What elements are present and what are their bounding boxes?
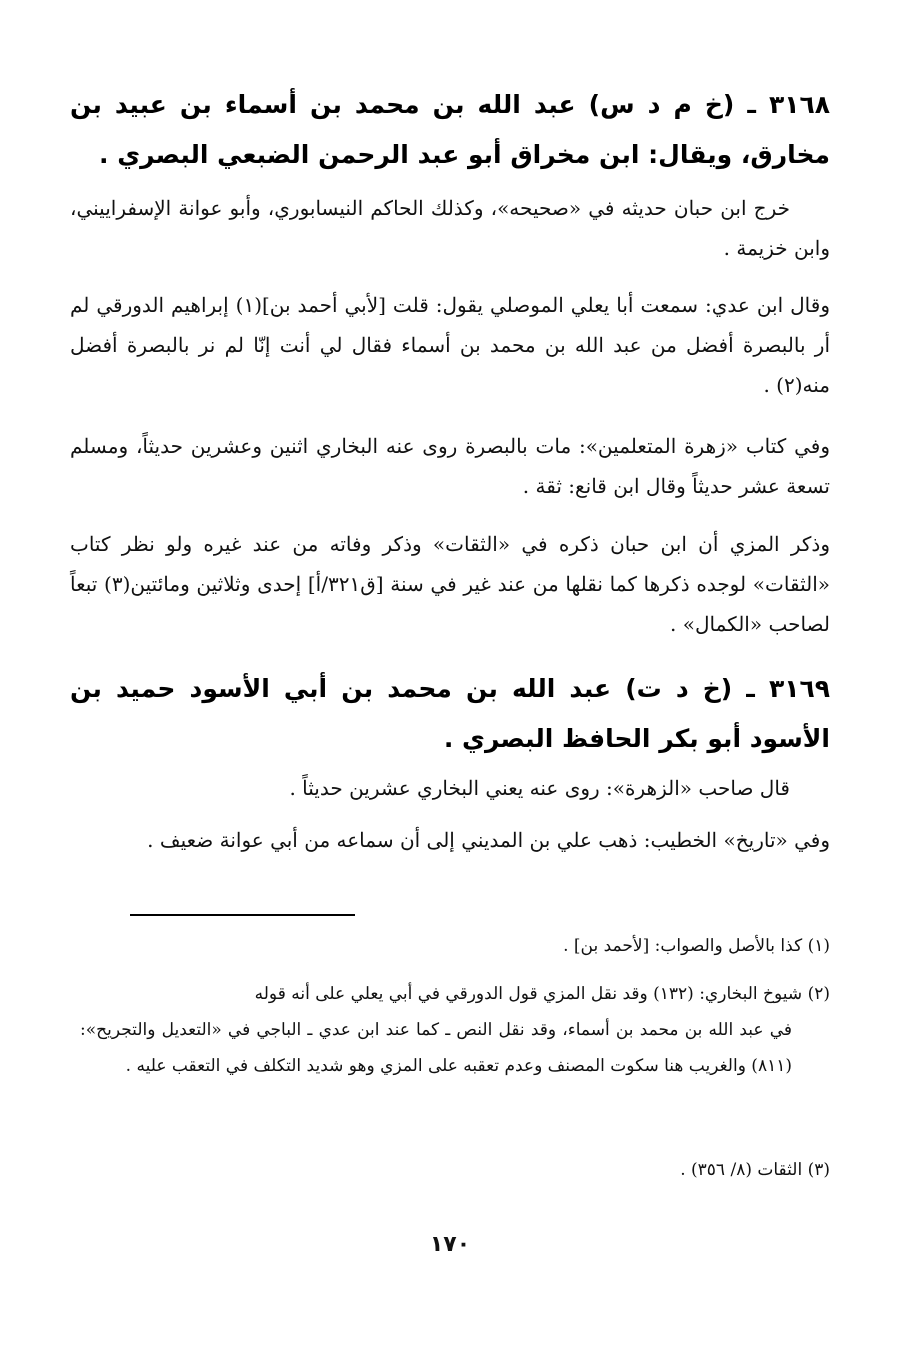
footnote-2-first-line: (٢) شيوخ البخاري: (١٣٢) وقد نقل المزي قول الدورقي في أبي يعلي على أنه قوله bbox=[254, 984, 830, 1004]
footnote-3: (٣) الثقات (٨/ ٣٥٦) . bbox=[680, 1160, 830, 1180]
footnote-1: (١) كذا بالأصل والصواب: [لأحمد بن] . bbox=[563, 936, 830, 956]
paragraph-3168-4: وذكر المزي أن ابن حبان ذكره في «الثقات» وذكر وفاته من عند غيره ولو نظر كتاب «الثقات» لوجده ذكرها كما نقلها من عند غير في سنة [ق٣٢١/أ] إحدى وثلاثين ومائتين(٣) تبعاً لصاحب «الكمال» . bbox=[70, 532, 830, 636]
footnote-2 bbox=[80, 976, 830, 1084]
paragraph-3168-3: وفي كتاب «زهرة المتعلمين»: مات بالبصرة روى عنه البخاري اثنين وعشرين حديثاً، ومسلم تسعة عشر حديثاً وقال ابن قانع: ثقة . bbox=[70, 434, 830, 498]
paragraph-3168-2: وقال ابن عدي: سمعت أبا يعلي الموصلي يقول: قلت [لأبي أحمد بن](١) إبراهيم الدورقي لم أر بالبصرة أفضل من عبد الله بن محمد بن أسماء فقال لي أنت إنّا لم نر بالبصرة أفضل منه(٢) . bbox=[70, 293, 830, 397]
paragraph-3168-1: خرج ابن حبان حديثه في «صحيحه»، وكذلك الحاكم النيسابوري، وأبو عوانة الإسفراييني، وابن خزيمة . bbox=[70, 196, 830, 260]
footnote-2-continuation: في عبد الله بن محمد بن أسماء، وقد نقل النص ـ كما عند ابن عدي ـ الباجي في «التعديل والتجريح»: (٨١١) والغريب هنا سكوت المصنف وعدم تعقبه على المزي وهو شديد التكلف في التعقب عليه . bbox=[80, 1020, 792, 1076]
paragraph-3169-2: وفي «تاريخ» الخطيب: ذهب علي بن المديني إلى أن سماعه من أبي عوانة ضعيف . bbox=[147, 828, 830, 852]
paragraph-3169-1: قال صاحب «الزهرة»: روى عنه يعني البخاري عشرين حديثاً . bbox=[289, 776, 790, 800]
page-number: ١٧٠ bbox=[429, 1232, 471, 1257]
entry-3169-heading: ٣١٦٩ ـ (خ د ت) عبد الله بن محمد بن أبي الأسود حميد بن الأسود أبو بكر الحافظ البصري . bbox=[70, 674, 830, 753]
footnote-separator bbox=[130, 914, 355, 916]
entry-3168-heading: ٣١٦٨ ـ (خ م د س) عبد الله بن محمد بن أسماء بن عبيد بن مخارق، ويقال: ابن مخراق أبو عبد الرحمن الضبعي البصري . bbox=[70, 90, 830, 169]
